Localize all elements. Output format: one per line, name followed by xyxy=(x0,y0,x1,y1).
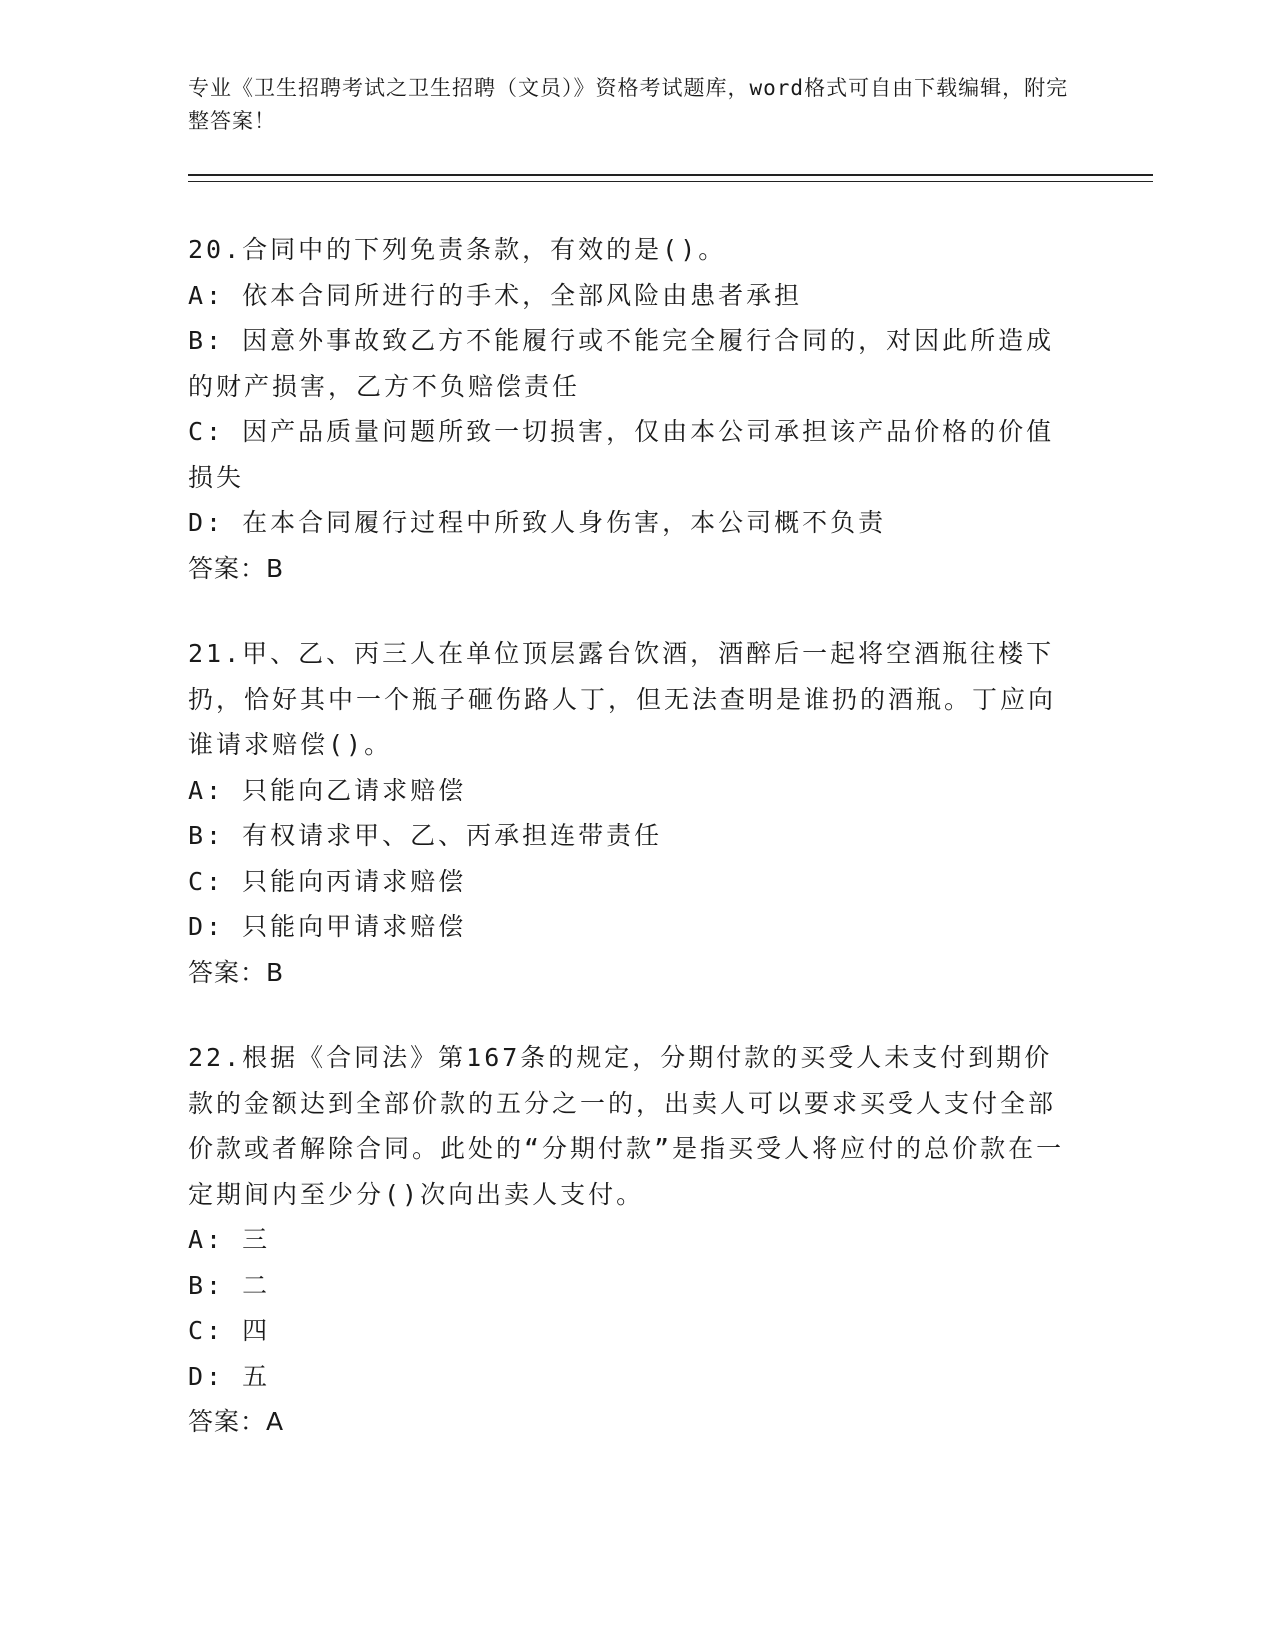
option-b: B: 因意外事故致乙方不能履行或不能完全履行合同的，对因此所造成的财产损害，乙方不负赔偿责任 xyxy=(188,326,1055,401)
option-c: C: 四 xyxy=(188,1316,271,1345)
option-b: B: 二 xyxy=(188,1270,271,1300)
answer-label: 答案：A xyxy=(188,1407,285,1436)
option-a: A: 只能向乙请求赔偿 xyxy=(188,775,467,805)
option-d: D: 在本合同履行过程中所致人身伤害，本公司概不负责 xyxy=(188,508,887,537)
option-d: D: 五 xyxy=(188,1361,271,1391)
question-list xyxy=(188,227,1153,1445)
question-stem: 20.合同中的下列免责条款，有效的是()。 xyxy=(188,235,727,264)
option-b: B: 有权请求甲、乙、丙承担连带责任 xyxy=(188,821,663,850)
question-22 xyxy=(188,1035,1153,1445)
header-divider xyxy=(188,174,1153,182)
question-stem: 22.根据《合同法》第167条的规定，分期付款的买受人未支付到期价款的金额达到全部价款的五分之一的，出卖人可以要求买受人支付全部价款或者解除合同。此处的“分期付款”是指买受人将应付的总价款在一定期间内至少分()次向出卖人支付。 xyxy=(188,1043,1065,1209)
answer-label: 答案：B xyxy=(188,553,285,583)
document-header: 专业《卫生招聘考试之卫生招聘（文员）》资格考试题库，word格式可自由下载编辑，附完整答案！ xyxy=(188,76,1069,133)
document-page xyxy=(188,72,1153,1485)
question-21 xyxy=(188,631,1153,995)
question-stem: 21.甲、乙、丙三人在单位顶层露台饮酒，酒醉后一起将空酒瓶往楼下扔，恰好其中一个瓶子砸伤路人丁，但无法查明是谁扔的酒瓶。丁应向谁请求赔偿()。 xyxy=(188,639,1057,759)
option-c: C: 只能向丙请求赔偿 xyxy=(188,866,467,896)
option-a: A: 三 xyxy=(188,1225,271,1254)
option-c: C: 因产品质量问题所致一切损害，仅由本公司承担该产品价格的价值损失 xyxy=(188,417,1055,492)
question-20 xyxy=(188,227,1153,591)
answer-label: 答案：B xyxy=(188,957,285,987)
option-d: D: 只能向甲请求赔偿 xyxy=(188,912,467,941)
option-a: A: 依本合同所进行的手术，全部风险由患者承担 xyxy=(188,280,803,310)
